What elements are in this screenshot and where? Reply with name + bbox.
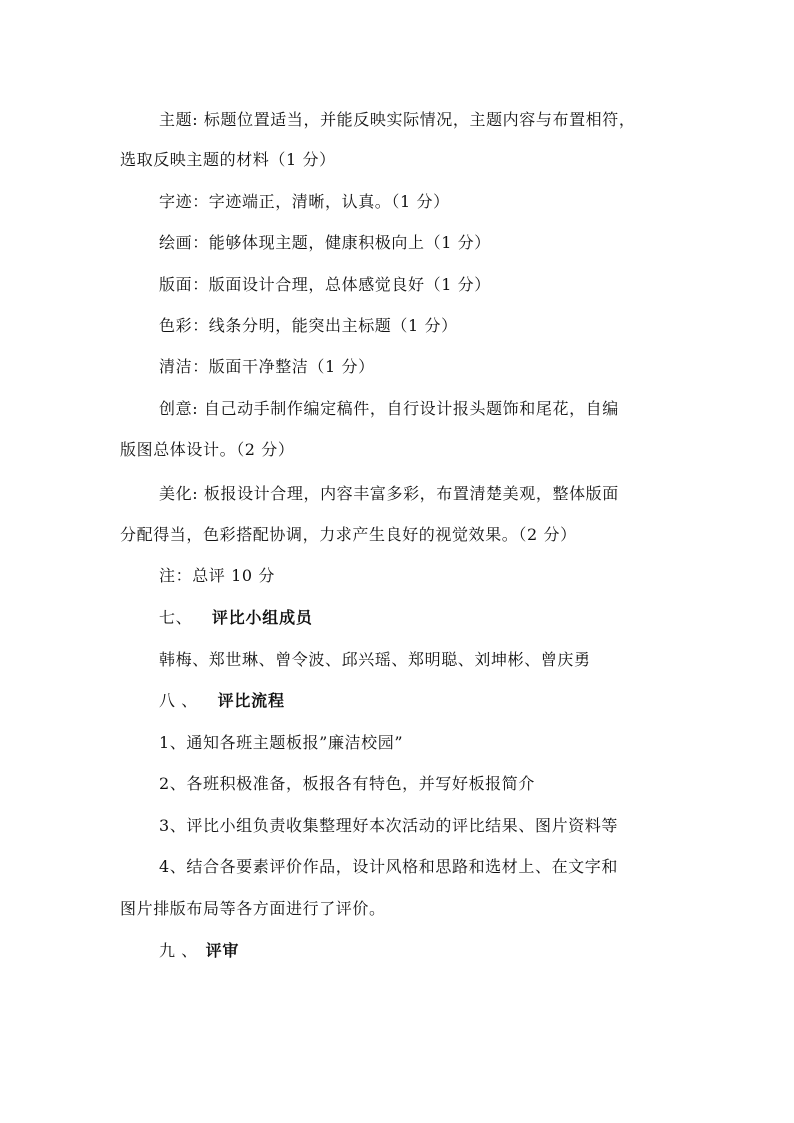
criterion-creativity-line2: 版图总体设计。（2 分）: [120, 440, 295, 459]
criterion-layout: 版面：版面设计合理，总体感觉良好（1 分）: [159, 275, 491, 294]
section8-step-4-line2: 图片排版布局等各方面进行了评价。: [120, 899, 386, 918]
section8-step-1: 1、通知各班主题板报”廉洁校园”: [159, 733, 404, 752]
section9-number: 九 、: [159, 941, 198, 960]
criterion-beautify-line2: 分配得当，色彩搭配协调，力求产生良好的视觉效果。（2 分）: [120, 525, 577, 544]
section7-members: 韩梅、郑世琳、曾令波、邱兴瑶、郑明聪、刘坤彬、曾庆勇: [159, 650, 591, 669]
section8-heading: [159, 691, 285, 711]
section7-number: 七、: [159, 608, 193, 627]
criterion-creativity-line1: 创意: 自己动手制作编定稿件，自行设计报头题饰和尾花，自编: [159, 399, 619, 418]
criterion-theme-line1: 主题: 标题位置适当，并能反映实际情况，主题内容与布置相符，: [159, 110, 636, 129]
total-score-note: 注：总评 10 分: [159, 566, 275, 585]
section8-number: 八 、: [159, 691, 198, 710]
criterion-drawing: 绘画：能够体现主题，健康积极向上（1 分）: [159, 233, 491, 252]
section8-step-3: 3、评比小组负责收集整理好本次活动的评比结果、图片资料等: [159, 816, 618, 835]
section9-heading: [159, 941, 239, 961]
criterion-cleanliness: 清洁：版面干净整洁（1 分）: [159, 357, 375, 376]
section8-title: 评比流程: [217, 691, 285, 710]
section8-step-2: 2、各班积极准备，板报各有特色，并写好板报简介: [159, 774, 535, 793]
section9-title: 评审: [205, 941, 240, 960]
criterion-color: 色彩：线条分明，能突出主标题（1 分）: [159, 316, 458, 335]
section7-heading: [159, 608, 313, 628]
criterion-handwriting: 字迹：字迹端正，清晰，认真。（1 分）: [159, 192, 450, 211]
section7-title: 评比小组成员: [211, 608, 313, 627]
criterion-theme-line2: 选取反映主题的材料（1 分）: [120, 150, 336, 169]
section8-step-4-line1: 4、结合各要素评价作品，设计风格和思路和选材上、在文字和: [159, 857, 618, 876]
criterion-beautify-line1: 美化: 板报设计合理，内容丰富多彩，布置清楚美观，整体版面: [159, 484, 619, 503]
